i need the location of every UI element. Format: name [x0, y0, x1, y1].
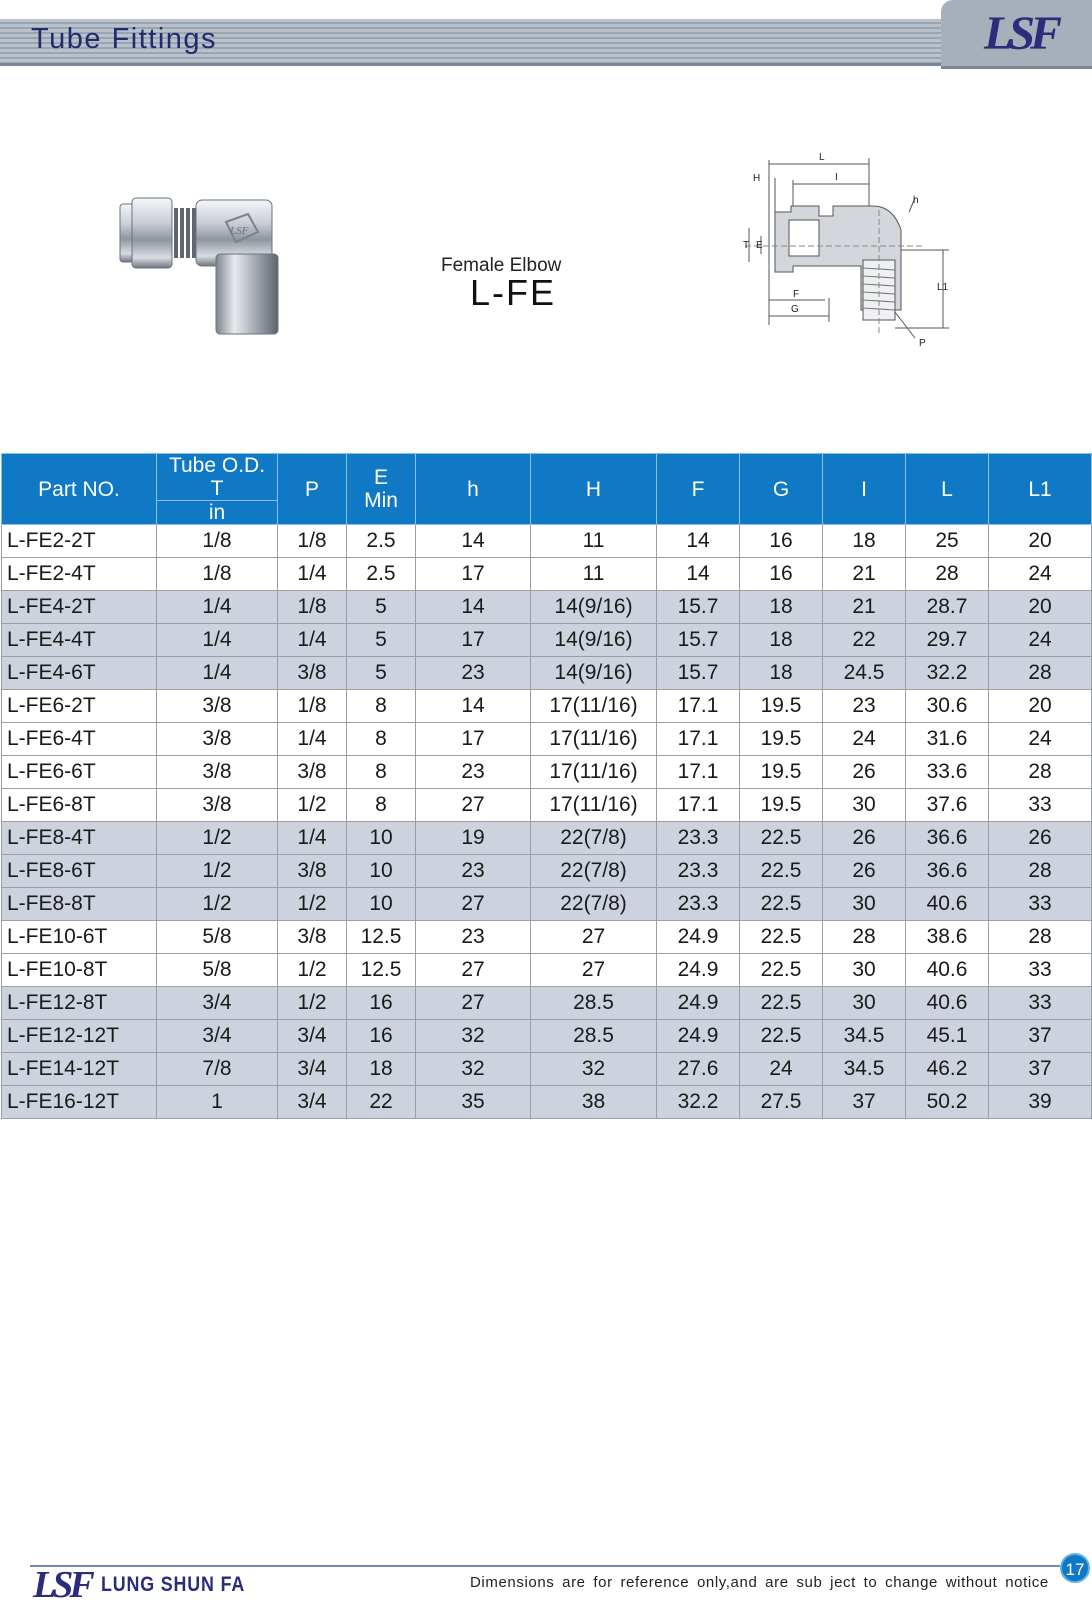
cell-h-small: 32 [416, 1053, 531, 1086]
cell-l: 29.7 [906, 624, 989, 657]
cell-l: 36.6 [906, 822, 989, 855]
cell-f: 24.9 [657, 921, 740, 954]
cell-e-min: 8 [347, 723, 416, 756]
cell-g: 22.5 [740, 987, 823, 1020]
product-name: Female Elbow [441, 255, 562, 276]
cell-g: 18 [740, 657, 823, 690]
dimension-drawing [745, 150, 985, 355]
header-tube-od-unit: in [156, 500, 278, 524]
cell-l1: 28 [989, 657, 1092, 690]
cell-tube-od: 5/8 [157, 921, 278, 954]
dim-label-E: E [756, 240, 763, 251]
cell-i: 26 [823, 756, 906, 789]
cell-g: 22.5 [740, 855, 823, 888]
cell-h-big: 14(9/16) [531, 624, 657, 657]
table-row [2, 525, 1092, 558]
cell-h-big: 22(7/8) [531, 822, 657, 855]
table-row [2, 723, 1092, 756]
cell-h-big: 32 [531, 1053, 657, 1086]
cell-l1: 37 [989, 1053, 1092, 1086]
header-e-min [347, 454, 416, 525]
cell-h-big: 17(11/16) [531, 756, 657, 789]
cell-l1: 20 [989, 525, 1092, 558]
cell-tube-od: 1/4 [157, 591, 278, 624]
cell-i: 22 [823, 624, 906, 657]
table-row [2, 789, 1092, 822]
cell-l1: 33 [989, 888, 1092, 921]
cell-i: 30 [823, 987, 906, 1020]
cell-i: 34.5 [823, 1020, 906, 1053]
cell-l1: 20 [989, 591, 1092, 624]
cell-f: 23.3 [657, 855, 740, 888]
cell-i: 21 [823, 558, 906, 591]
cell-h-big: 17(11/16) [531, 690, 657, 723]
cell-part-no: L-FE4-6T [2, 657, 157, 690]
cell-l: 50.2 [906, 1086, 989, 1119]
dim-label-h-small: h [913, 195, 919, 206]
cell-tube-od: 1 [157, 1086, 278, 1119]
cell-h-small: 23 [416, 921, 531, 954]
cell-part-no: L-FE4-2T [2, 591, 157, 624]
table-body [2, 525, 1092, 1119]
cell-p: 1/2 [278, 987, 347, 1020]
cell-tube-od: 3/4 [157, 987, 278, 1020]
cell-l1: 33 [989, 987, 1092, 1020]
cell-h-big: 27 [531, 954, 657, 987]
cell-h-big: 17(11/16) [531, 723, 657, 756]
cell-p: 1/2 [278, 954, 347, 987]
table-row [2, 921, 1092, 954]
dim-label-L: L [819, 152, 825, 163]
cell-h-small: 17 [416, 624, 531, 657]
cell-i: 26 [823, 855, 906, 888]
cell-h-small: 27 [416, 888, 531, 921]
cell-i: 28 [823, 921, 906, 954]
cell-l1: 28 [989, 756, 1092, 789]
cell-e-min: 16 [347, 1020, 416, 1053]
table-row [2, 954, 1092, 987]
cell-part-no: L-FE6-4T [2, 723, 157, 756]
cell-l1: 39 [989, 1086, 1092, 1119]
footer-company-name: LUNG SHUN FA [101, 1573, 246, 1596]
cell-h-small: 27 [416, 789, 531, 822]
header-tube-od-label: Tube O.D. [168, 454, 266, 477]
cell-e-min: 10 [347, 822, 416, 855]
cell-f: 23.3 [657, 822, 740, 855]
product-photo [118, 194, 290, 336]
cell-h-big: 14(9/16) [531, 591, 657, 624]
cell-l: 30.6 [906, 690, 989, 723]
cell-h-big: 22(7/8) [531, 855, 657, 888]
dim-label-L1: L1 [937, 282, 949, 293]
cell-h-small: 17 [416, 558, 531, 591]
cell-part-no: L-FE6-6T [2, 756, 157, 789]
cell-f: 32.2 [657, 1086, 740, 1119]
cell-f: 15.7 [657, 591, 740, 624]
cell-l: 45.1 [906, 1020, 989, 1053]
cell-h-small: 17 [416, 723, 531, 756]
cell-i: 26 [823, 822, 906, 855]
cell-l1: 24 [989, 624, 1092, 657]
cell-f: 24.9 [657, 987, 740, 1020]
cell-i: 24.5 [823, 657, 906, 690]
cell-p: 1/4 [278, 822, 347, 855]
cell-l: 40.6 [906, 987, 989, 1020]
cell-i: 21 [823, 591, 906, 624]
cell-h-small: 32 [416, 1020, 531, 1053]
cell-g: 22.5 [740, 888, 823, 921]
cell-e-min: 8 [347, 690, 416, 723]
spec-table [1, 453, 1092, 1119]
table-row [2, 1020, 1092, 1053]
svg-text:LSF: LSF [230, 225, 249, 237]
cell-l: 33.6 [906, 756, 989, 789]
cell-p: 3/4 [278, 1053, 347, 1086]
cell-h-small: 27 [416, 987, 531, 1020]
cell-h-big: 28.5 [531, 1020, 657, 1053]
page-number-badge: 17 [1060, 1553, 1090, 1583]
cell-g: 22.5 [740, 1020, 823, 1053]
cell-f: 17.1 [657, 723, 740, 756]
cell-h-big: 38 [531, 1086, 657, 1119]
cell-h-small: 14 [416, 690, 531, 723]
cell-tube-od: 3/8 [157, 723, 278, 756]
cell-e-min: 5 [347, 624, 416, 657]
cell-p: 3/4 [278, 1020, 347, 1053]
cell-p: 3/8 [278, 657, 347, 690]
cell-h-big: 27 [531, 921, 657, 954]
cell-i: 18 [823, 525, 906, 558]
cell-i: 30 [823, 888, 906, 921]
header-tube-od-symbol: T [210, 477, 224, 500]
cell-g: 19.5 [740, 789, 823, 822]
cell-p: 1/8 [278, 591, 347, 624]
cell-h-big: 14(9/16) [531, 657, 657, 690]
cell-e-min: 8 [347, 756, 416, 789]
cell-l1: 33 [989, 954, 1092, 987]
cell-p: 1/8 [278, 525, 347, 558]
header-tube-od [157, 454, 278, 525]
cell-e-min: 5 [347, 591, 416, 624]
table-row [2, 987, 1092, 1020]
cell-p: 1/8 [278, 690, 347, 723]
cell-tube-od: 3/4 [157, 1020, 278, 1053]
table-row [2, 657, 1092, 690]
cell-g: 19.5 [740, 756, 823, 789]
cell-part-no: L-FE16-12T [2, 1086, 157, 1119]
cell-part-no: L-FE12-12T [2, 1020, 157, 1053]
cell-h-small: 23 [416, 756, 531, 789]
cell-i: 24 [823, 723, 906, 756]
dim-label-F: F [793, 289, 800, 300]
cell-h-small: 19 [416, 822, 531, 855]
dim-label-H: H [753, 173, 761, 184]
table-row [2, 756, 1092, 789]
cell-f: 14 [657, 525, 740, 558]
dim-label-G: G [791, 304, 799, 315]
cell-p: 1/4 [278, 723, 347, 756]
cell-l: 38.6 [906, 921, 989, 954]
cell-h-small: 14 [416, 525, 531, 558]
table-row [2, 558, 1092, 591]
table-row [2, 690, 1092, 723]
cell-p: 3/4 [278, 1086, 347, 1119]
table-row [2, 822, 1092, 855]
cell-tube-od: 5/8 [157, 954, 278, 987]
cell-f: 14 [657, 558, 740, 591]
table-header-row [2, 454, 1092, 525]
cell-tube-od: 1/8 [157, 525, 278, 558]
cell-l: 40.6 [906, 954, 989, 987]
table-row [2, 888, 1092, 921]
cell-h-small: 27 [416, 954, 531, 987]
cell-tube-od: 3/8 [157, 690, 278, 723]
cell-e-min: 2.5 [347, 525, 416, 558]
cell-tube-od: 3/8 [157, 789, 278, 822]
cell-part-no: L-FE4-4T [2, 624, 157, 657]
header-part-no: Part NO. [2, 454, 157, 525]
cell-p: 3/8 [278, 855, 347, 888]
cell-g: 24 [740, 1053, 823, 1086]
cell-part-no: L-FE14-12T [2, 1053, 157, 1086]
cell-f: 15.7 [657, 657, 740, 690]
cell-f: 27.6 [657, 1053, 740, 1086]
cell-l: 31.6 [906, 723, 989, 756]
dim-label-P: P [919, 338, 926, 349]
cell-l1: 37 [989, 1020, 1092, 1053]
cell-part-no: L-FE12-8T [2, 987, 157, 1020]
cell-f: 17.1 [657, 690, 740, 723]
cell-g: 19.5 [740, 690, 823, 723]
cell-f: 17.1 [657, 789, 740, 822]
header-logo: LSF [984, 7, 1058, 60]
cell-l1: 24 [989, 723, 1092, 756]
cell-p: 1/4 [278, 624, 347, 657]
cell-l1: 33 [989, 789, 1092, 822]
cell-tube-od: 1/2 [157, 822, 278, 855]
cell-tube-od: 1/2 [157, 888, 278, 921]
cell-part-no: L-FE6-8T [2, 789, 157, 822]
header-l: L [906, 454, 989, 525]
cell-h-big: 28.5 [531, 987, 657, 1020]
cell-part-no: L-FE8-4T [2, 822, 157, 855]
cell-l: 36.6 [906, 855, 989, 888]
cell-e-min: 22 [347, 1086, 416, 1119]
cell-h-small: 23 [416, 855, 531, 888]
cell-f: 15.7 [657, 624, 740, 657]
cell-g: 19.5 [740, 723, 823, 756]
header-i: I [823, 454, 906, 525]
cell-p: 1/4 [278, 558, 347, 591]
header-f: F [657, 454, 740, 525]
cell-tube-od: 1/8 [157, 558, 278, 591]
cell-g: 22.5 [740, 954, 823, 987]
product-code: L-FE [470, 272, 557, 313]
cell-g: 27.5 [740, 1086, 823, 1119]
footer-disclaimer: Dimensions are for reference only,and are sub ject to change without notice [470, 1574, 1049, 1591]
cell-tube-od: 1/4 [157, 657, 278, 690]
cell-e-min: 10 [347, 855, 416, 888]
cell-f: 23.3 [657, 888, 740, 921]
cell-l: 28 [906, 558, 989, 591]
cell-g: 16 [740, 525, 823, 558]
dim-label-I: I [835, 172, 838, 183]
cell-tube-od: 1/4 [157, 624, 278, 657]
cell-i: 37 [823, 1086, 906, 1119]
cell-l: 32.2 [906, 657, 989, 690]
cell-part-no: L-FE10-8T [2, 954, 157, 987]
cell-p: 3/8 [278, 921, 347, 954]
cell-h-small: 23 [416, 657, 531, 690]
cell-h-small: 14 [416, 591, 531, 624]
cell-g: 16 [740, 558, 823, 591]
table-row [2, 1053, 1092, 1086]
header-h-big: H [531, 454, 657, 525]
page-title: Tube Fittings [31, 23, 218, 55]
header-p: P [278, 454, 347, 525]
cell-l: 37.6 [906, 789, 989, 822]
table-row [2, 591, 1092, 624]
cell-part-no: L-FE8-6T [2, 855, 157, 888]
cell-h-big: 11 [531, 525, 657, 558]
cell-l1: 20 [989, 690, 1092, 723]
cell-tube-od: 7/8 [157, 1053, 278, 1086]
cell-part-no: L-FE10-6T [2, 921, 157, 954]
cell-tube-od: 1/2 [157, 855, 278, 888]
cell-f: 17.1 [657, 756, 740, 789]
cell-g: 18 [740, 591, 823, 624]
cell-e-min: 2.5 [347, 558, 416, 591]
cell-i: 30 [823, 954, 906, 987]
cell-e-min: 12.5 [347, 921, 416, 954]
cell-h-small: 35 [416, 1086, 531, 1119]
cell-tube-od: 3/8 [157, 756, 278, 789]
cell-i: 30 [823, 789, 906, 822]
table-row [2, 1086, 1092, 1119]
header-e-label: E [373, 466, 388, 489]
cell-e-min: 10 [347, 888, 416, 921]
footer-logo: LSF [33, 1564, 91, 1606]
cell-e-min: 5 [347, 657, 416, 690]
cell-p: 1/2 [278, 888, 347, 921]
cell-part-no: L-FE8-8T [2, 888, 157, 921]
footer-divider [30, 1565, 1060, 1567]
cell-f: 24.9 [657, 954, 740, 987]
cell-part-no: L-FE2-4T [2, 558, 157, 591]
cell-h-big: 22(7/8) [531, 888, 657, 921]
header-e-min-label: Min [364, 489, 398, 512]
cell-e-min: 18 [347, 1053, 416, 1086]
cell-l1: 28 [989, 855, 1092, 888]
table-row [2, 624, 1092, 657]
cell-l1: 28 [989, 921, 1092, 954]
cell-l: 28.7 [906, 591, 989, 624]
cell-g: 22.5 [740, 822, 823, 855]
table-row [2, 855, 1092, 888]
cell-e-min: 8 [347, 789, 416, 822]
header-l1: L1 [989, 454, 1092, 525]
cell-g: 18 [740, 624, 823, 657]
cell-p: 3/8 [278, 756, 347, 789]
cell-i: 23 [823, 690, 906, 723]
cell-p: 1/2 [278, 789, 347, 822]
cell-g: 22.5 [740, 921, 823, 954]
cell-l1: 24 [989, 558, 1092, 591]
cell-e-min: 16 [347, 987, 416, 1020]
cell-h-big: 11 [531, 558, 657, 591]
dim-label-T: T [743, 240, 750, 251]
cell-part-no: L-FE2-2T [2, 525, 157, 558]
cell-l: 46.2 [906, 1053, 989, 1086]
cell-l1: 26 [989, 822, 1092, 855]
cell-f: 24.9 [657, 1020, 740, 1053]
header-h-small: h [416, 454, 531, 525]
header-g: G [740, 454, 823, 525]
cell-h-big: 17(11/16) [531, 789, 657, 822]
cell-e-min: 12.5 [347, 954, 416, 987]
cell-part-no: L-FE6-2T [2, 690, 157, 723]
cell-i: 34.5 [823, 1053, 906, 1086]
cell-l: 25 [906, 525, 989, 558]
cell-l: 40.6 [906, 888, 989, 921]
